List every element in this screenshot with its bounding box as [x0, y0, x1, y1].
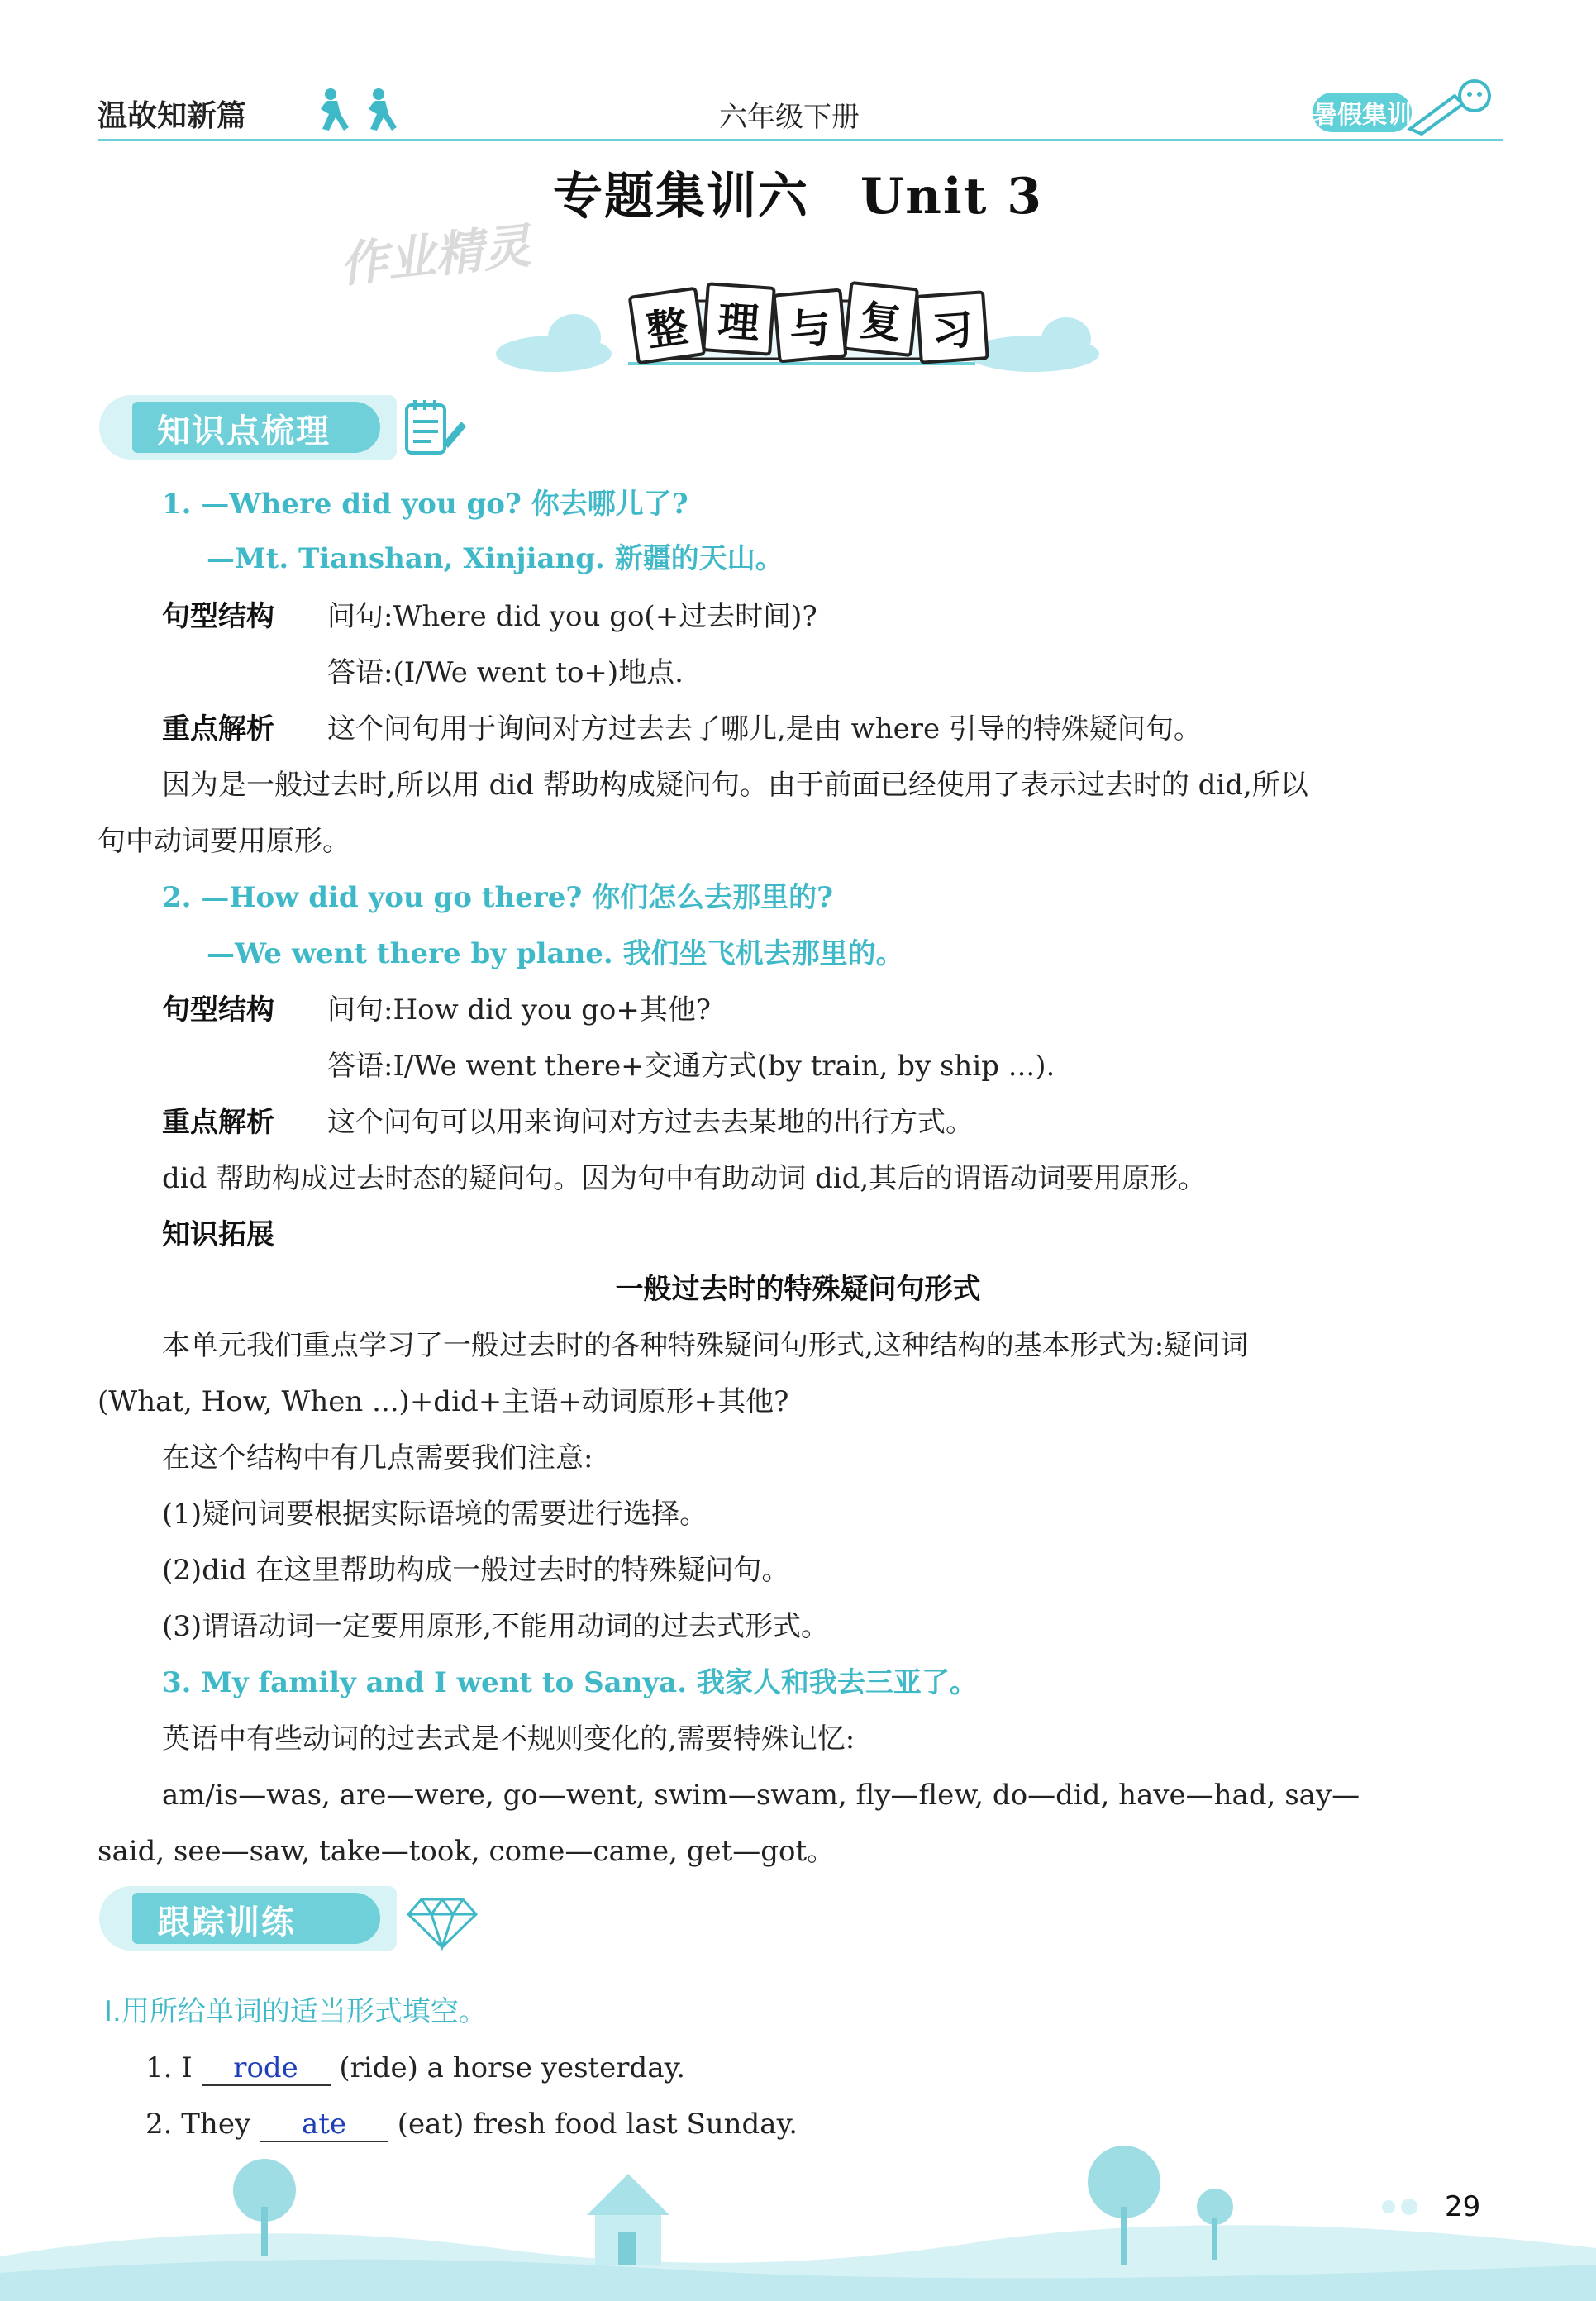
item1-structure-question: 问句:Where did you go(+过去时间)?	[327, 600, 817, 633]
question-1-suffix: (ride) a horse yesterday.	[339, 2051, 686, 2084]
notepad-icon	[402, 397, 468, 460]
item2-answer: —We went there by plane. 我们坐飞机去那里的。	[207, 937, 904, 970]
item1-analysis-text: 这个问句用于询问对方过去去了哪儿,是由 where 引导的特殊疑问句。	[327, 712, 1202, 746]
exercise-question-1	[145, 2051, 685, 2086]
running-children-icon	[312, 86, 412, 136]
item2-question: 2. —How did you go there? 你们怎么去那里的?	[162, 881, 834, 914]
page-number: 29	[1445, 2190, 1481, 2223]
section-label-practice: 跟踪训练	[99, 1886, 397, 1951]
expand-note: (1)疑问词要根据实际语境的需要进行选择。	[162, 1498, 708, 1531]
item3-paragraph: 英语中有些动词的过去式是不规则变化的,需要特殊记忆:	[162, 1722, 855, 1756]
item1-structure-label: 句型结构	[162, 600, 274, 633]
item1-analysis-text: 句中动词要用原形。	[98, 825, 350, 858]
review-banner	[496, 273, 1108, 380]
diamond-icon	[405, 1893, 479, 1951]
banner-char: 理	[702, 282, 776, 356]
answer-blank-1[interactable]: rode	[202, 2051, 331, 2086]
expand-label: 知识拓展	[162, 1218, 274, 1251]
exercise-heading: Ⅰ.用所给单词的适当形式填空。	[104, 1995, 487, 2028]
expand-note: (2)did 在这里帮助构成一般过去时的特殊疑问句。	[162, 1554, 790, 1587]
item1-analysis-label: 重点解析	[162, 712, 274, 746]
item2-structure-label: 句型结构	[162, 993, 274, 1027]
question-2-suffix: (eat) fresh food last Sunday.	[397, 2108, 798, 2141]
page-title: 专题集训六 Unit 3	[552, 168, 1044, 226]
expand-subtitle: 一般过去时的特殊疑问句形式	[615, 1273, 981, 1306]
item2-structure-question: 问句:How did you go+其他?	[327, 993, 712, 1027]
question-1-prefix: 1. I	[145, 2051, 193, 2084]
expand-paragraph: (What, How, When ...)+did+主语+动词原形+其他?	[98, 1385, 789, 1418]
item3-sentence: 3. My family and I went to Sanya. 我家人和我去三亚了。	[162, 1666, 978, 1699]
banner-char: 整	[628, 287, 707, 365]
header-badge: 暑假集训	[1313, 93, 1412, 132]
header-grade: 六年级下册	[719, 101, 860, 134]
item2-analysis-text: 这个问句可以用来询问对方过去去某地的出行方式。	[327, 1106, 974, 1139]
banner-char: 习	[915, 290, 989, 364]
answer-blank-2[interactable]: ate	[260, 2108, 388, 2142]
item1-structure-answer: 答语:(I/We went to+)地点.	[327, 656, 684, 689]
banner-char: 与	[772, 288, 847, 363]
item1-analysis-text: 因为是一般过去时,所以用 did 帮助构成疑问句。由于前面已经使用了表示过去时的 did,所以	[162, 769, 1308, 802]
item1-answer: —Mt. Tianshan, Xinjiang. 新疆的天山。	[207, 542, 784, 575]
mascot-icon	[1405, 71, 1504, 137]
item2-analysis-label: 重点解析	[162, 1106, 274, 1139]
expand-paragraph: 本单元我们重点学习了一般过去时的各种特殊疑问句形式,这种结构的基本形式为:疑问词	[162, 1329, 1249, 1362]
question-2-prefix: 2. They	[145, 2108, 251, 2141]
expand-note: (3)谓语动词一定要用原形,不能用动词的过去式形式。	[162, 1610, 829, 1643]
item3-verb-list: said, see—saw, take—took, come—came, get—got。	[98, 1835, 836, 1868]
banner-char: 复	[843, 281, 919, 357]
watermark: 作业精灵	[336, 217, 534, 293]
item2-analysis-text: did 帮助构成过去时态的疑问句。因为句中有助动词 did,其后的谓语动词要用原形。	[162, 1162, 1207, 1195]
section-label-knowledge: 知识点梳理	[99, 395, 397, 460]
item2-structure-answer: 答语:I/We went there+交通方式(by train, by ship ...).	[327, 1050, 1055, 1083]
footer-landscape-decoration	[0, 2116, 1596, 2301]
header-section-title: 温故知新篇	[98, 99, 247, 133]
item1-question: 1. —Where did you go? 你去哪儿了?	[162, 488, 688, 521]
item3-verb-list: am/is—was, are—were, go—went, swim—swam, fly—flew, do—did, have—had, say—	[162, 1779, 1360, 1812]
expand-paragraph: 在这个结构中有几点需要我们注意:	[162, 1441, 593, 1474]
header-divider	[98, 139, 1503, 141]
